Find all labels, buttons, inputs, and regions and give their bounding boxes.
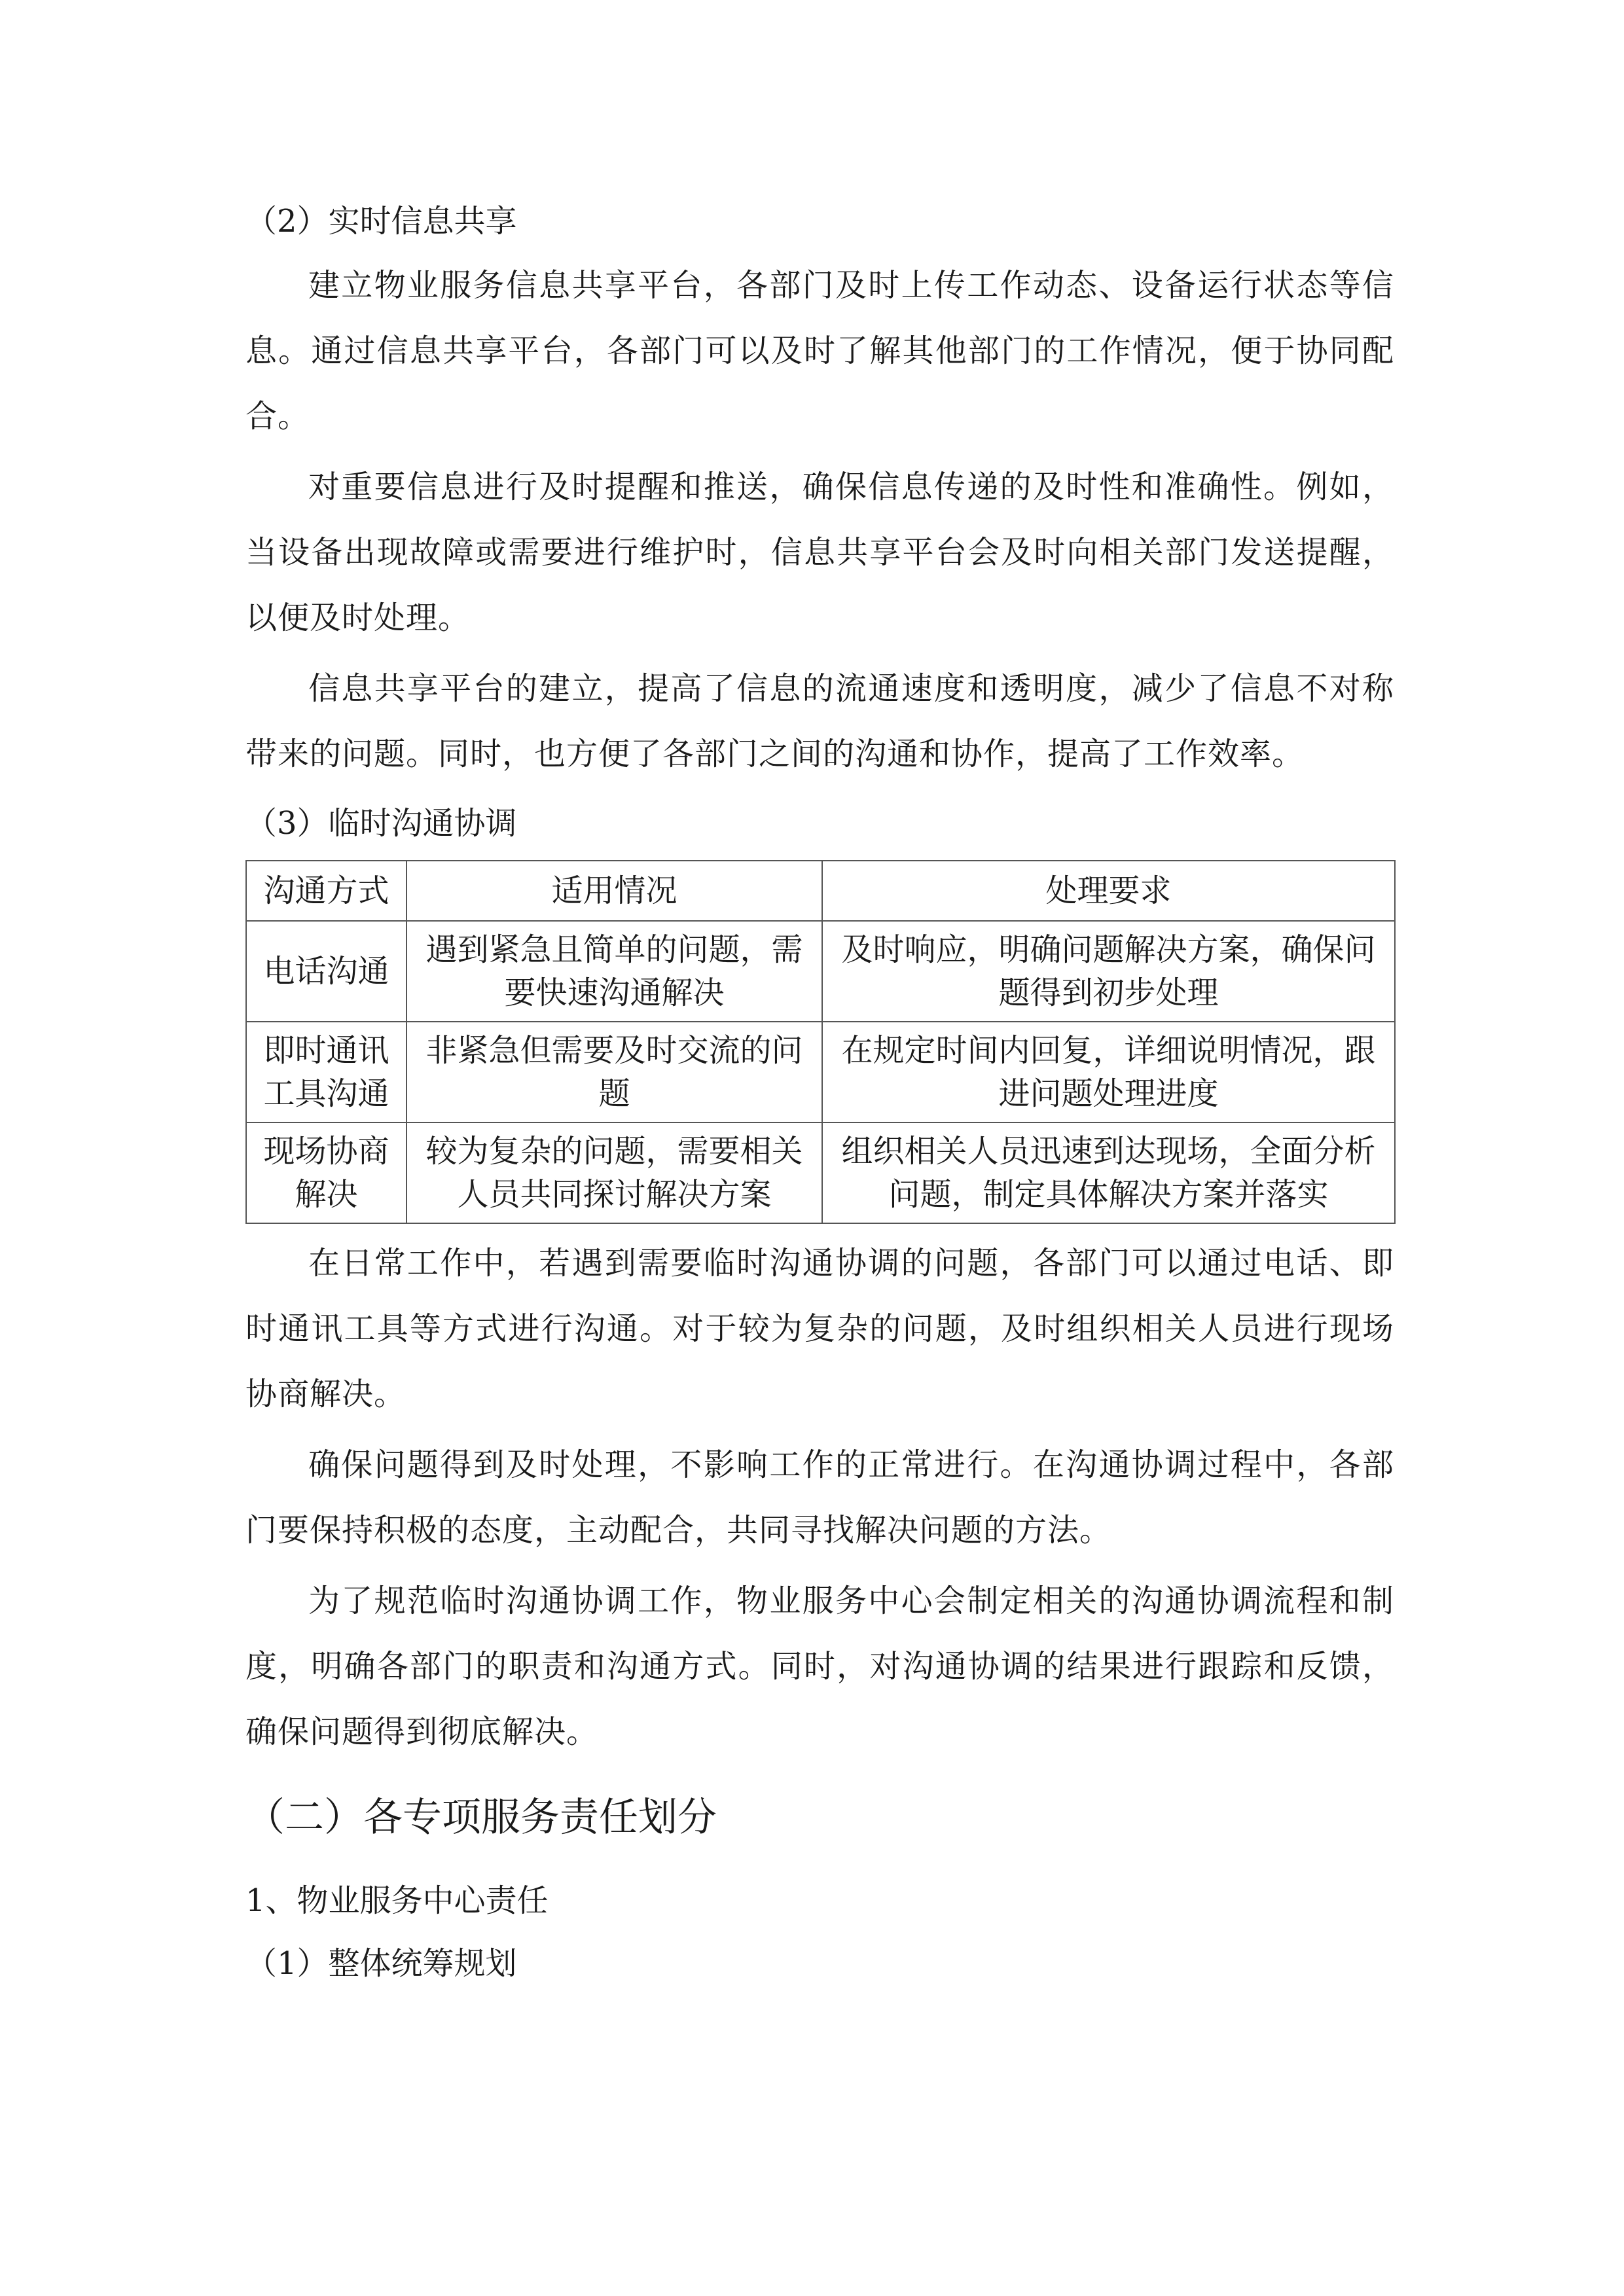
paragraph: 对重要信息进行及时提醒和推送，确保信息传递的及时性和准确性。例如，当设备出现故障或需要进行维护时，信息共享平台会及时向相关部门发送提醒，以便及时处理。 — [245, 469, 1394, 636]
paragraph: 信息共享平台的建立，提高了信息的流通速度和透明度，减少了信息不对称带来的问题。同时，也方便了各部门之间的沟通和协作，提高了工作效率。 — [245, 670, 1394, 772]
table-header-cell: 适用情况 — [406, 861, 822, 921]
table-cell: 组织相关人员迅速到达现场，全面分析问题，制定具体解决方案并落实 — [822, 1122, 1395, 1223]
subsection-heading-realtime-sharing: （2）实时信息共享 — [245, 203, 517, 240]
paragraph: 确保问题得到及时处理，不影响工作的正常进行。在沟通协调过程中，各部门要保持积极的态度，主动配合，共同寻找解决问题的方法。 — [245, 1446, 1394, 1549]
table-row — [246, 1122, 1395, 1223]
item-heading-service-center: 1、物业服务中心责任 — [245, 1882, 549, 1919]
table-header-cell: 处理要求 — [822, 861, 1395, 921]
subsection-heading-temporary-coordination: （3）临时沟通协调 — [245, 805, 517, 842]
table-cell: 电话沟通 — [246, 921, 406, 1022]
table-row — [246, 921, 1395, 1022]
table-header-row — [246, 861, 1395, 921]
paragraph: 建立物业服务信息共享平台，各部门及时上传工作动态、设备运行状态等信息。通过信息共享平台，各部门可以及时了解其他部门的工作情况，便于协同配合。 — [245, 267, 1394, 435]
item-subheading-overall-planning: （1）整体统筹规划 — [245, 1945, 517, 1982]
table-cell: 较为复杂的问题，需要相关人员共同探讨解决方案 — [406, 1122, 822, 1223]
table-cell: 非紧急但需要及时交流的问题 — [406, 1022, 822, 1122]
paragraph: 在日常工作中，若遇到需要临时沟通协调的问题，各部门可以通过电话、即时通讯工具等方式进行沟通。对于较为复杂的问题，及时组织相关人员进行现场协商解决。 — [245, 1245, 1394, 1412]
table-cell: 遇到紧急且简单的问题，需要快速沟通解决 — [406, 921, 822, 1022]
table-cell: 现场协商解决 — [246, 1122, 406, 1223]
table-cell: 即时通讯工具沟通 — [246, 1022, 406, 1122]
communication-methods-table — [245, 860, 1396, 1224]
table-header-cell: 沟通方式 — [246, 861, 406, 921]
paragraph: 为了规范临时沟通协调工作，物业服务中心会制定相关的沟通协调流程和制度，明确各部门的职责和沟通方式。同时，对沟通协调的结果进行跟踪和反馈，确保问题得到彻底解决。 — [245, 1583, 1394, 1750]
table-row — [246, 1022, 1395, 1122]
section-heading-responsibility-division: （二）各专项服务责任划分 — [245, 1795, 717, 1840]
document-body — [245, 190, 1394, 1995]
table-cell: 在规定时间内回复，详细说明情况，跟进问题处理进度 — [822, 1022, 1395, 1122]
table-cell: 及时响应，明确问题解决方案，确保问题得到初步处理 — [822, 921, 1395, 1022]
